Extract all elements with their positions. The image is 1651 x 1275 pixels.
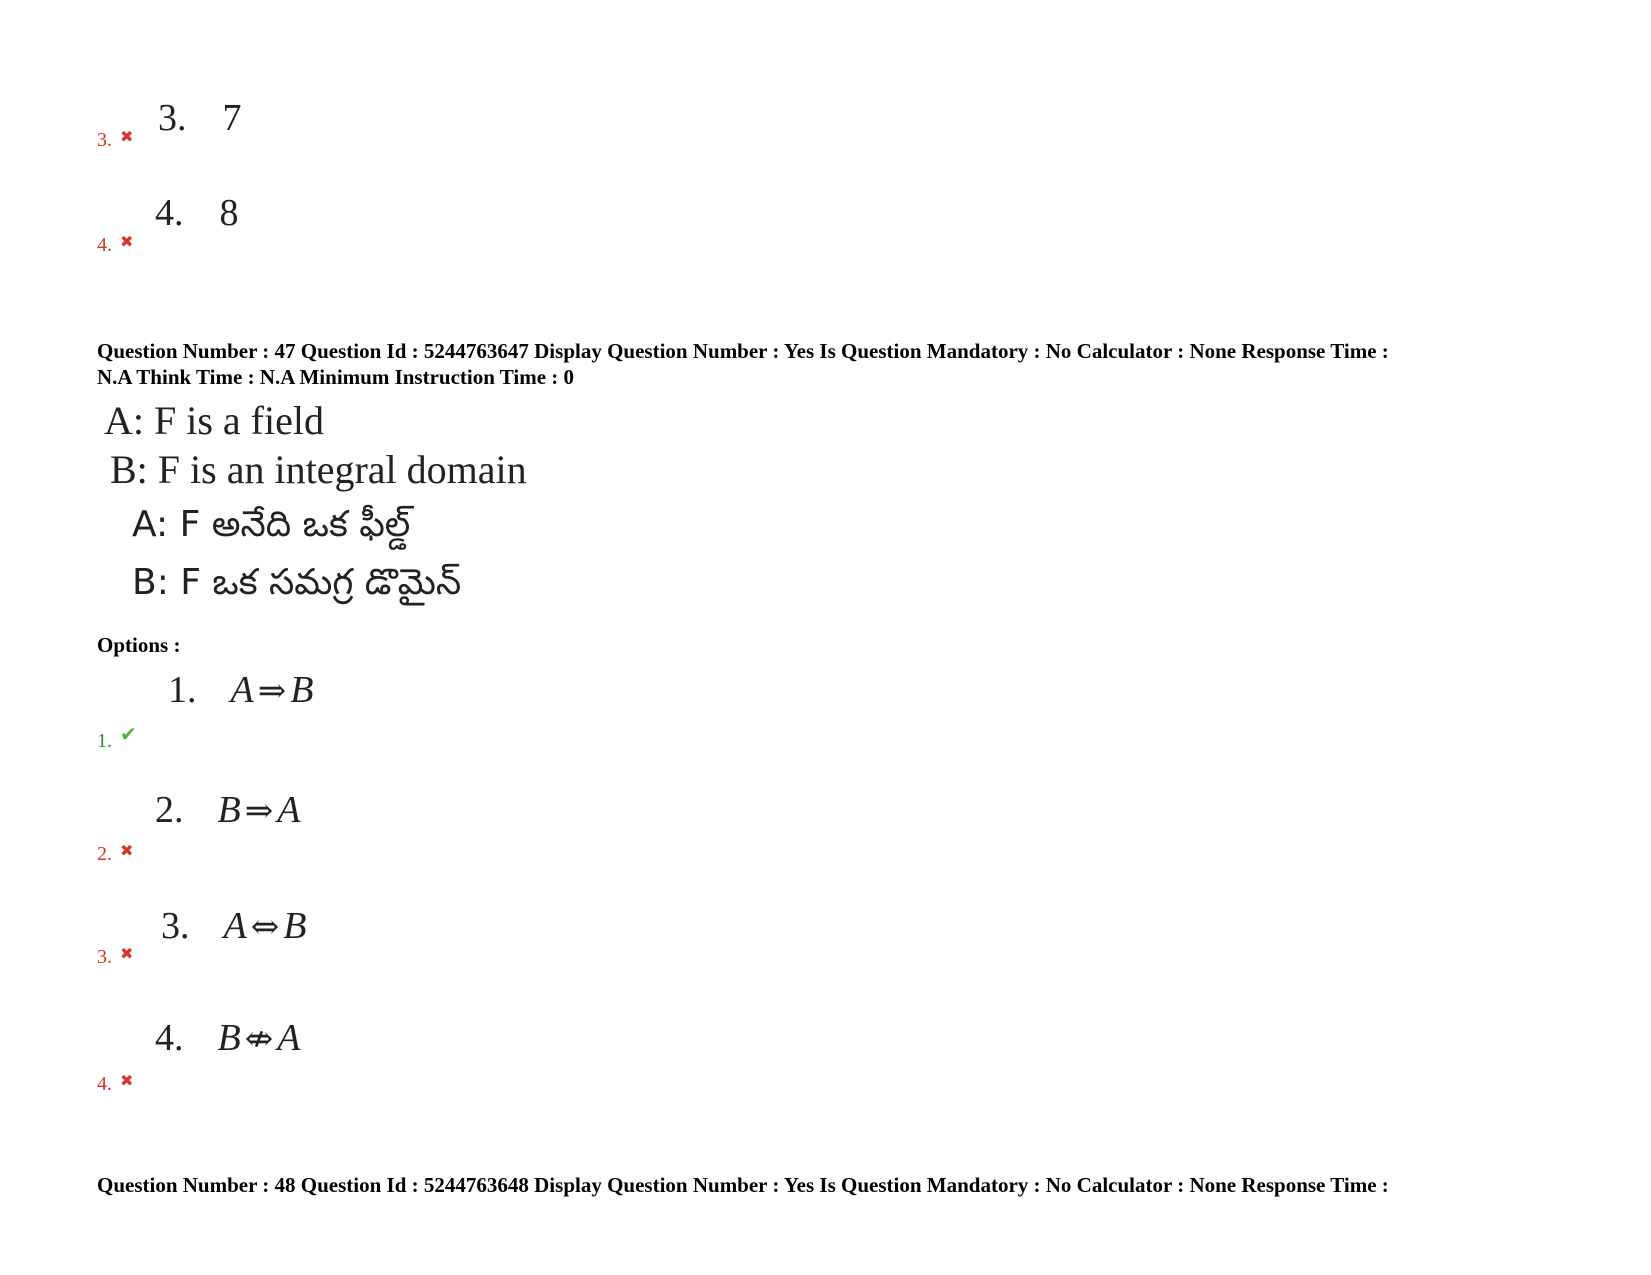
option-3-marker	[97, 944, 133, 967]
option-marker-number: 2.	[97, 843, 112, 865]
cross-icon: ✖	[120, 944, 134, 963]
implies-icon: ⇒	[244, 791, 274, 831]
prev-option-3-image	[158, 98, 242, 138]
option-marker-number: 4.	[97, 1073, 112, 1095]
option-expression	[224, 906, 307, 947]
option-3-image	[161, 906, 306, 947]
option-number: 3.	[158, 97, 187, 139]
question-header-line-1: Question Number : 47 Question Id : 5244763647 Display Question Number : Yes Is Question Mandatory : No Calculator : None Response Time :	[97, 339, 1389, 363]
expr-left: B	[217, 1017, 241, 1059]
check-icon: ✔	[120, 722, 137, 746]
prev-option-3-marker	[97, 127, 133, 150]
statement-b-te: B: F ఒక సమగ్ర డొమైన్	[132, 562, 462, 603]
expr-left: B	[217, 789, 241, 831]
iff-icon: ⇔	[250, 907, 280, 947]
option-1-marker	[97, 724, 137, 751]
options-label: Options :	[97, 633, 181, 657]
cross-icon: ✖	[120, 1071, 134, 1090]
expr-right: A	[277, 1017, 301, 1059]
question-47-header	[97, 338, 1577, 390]
cross-icon: ✖	[120, 232, 134, 251]
option-2-marker	[97, 841, 133, 864]
option-marker-number: 4.	[97, 234, 112, 256]
not-iff-icon: ⇎	[244, 1019, 274, 1059]
expr-right: A	[277, 789, 301, 831]
statement-a-te: A: F అనేది ఒక ఫీల్డ్	[132, 504, 411, 545]
option-number: 2.	[155, 789, 184, 831]
prev-option-4-image	[155, 193, 239, 233]
expr-left: A	[223, 905, 247, 947]
option-2-image	[155, 790, 300, 831]
option-expression	[218, 1018, 301, 1059]
option-1-image	[168, 670, 313, 711]
question-header-line-1: Question Number : 48 Question Id : 5244763648 Display Question Number : Yes Is Question Mandatory : No Calculator : None Response Time :	[97, 1173, 1389, 1197]
cross-icon: ✖	[120, 841, 134, 860]
cross-icon: ✖	[120, 127, 134, 146]
option-number: 3.	[161, 905, 190, 947]
option-4-marker	[97, 1071, 133, 1094]
option-value: 7	[222, 97, 242, 139]
prev-option-4-marker	[97, 232, 133, 255]
statement-b-en: B: F is an integral domain	[110, 447, 527, 492]
expr-right: B	[283, 905, 307, 947]
question-header-line-2: N.A Think Time : N.A Minimum Instruction Time : 0	[97, 365, 575, 389]
option-marker-number: 1.	[97, 730, 112, 752]
expr-right: B	[290, 669, 314, 711]
option-expression	[231, 670, 314, 711]
option-marker-number: 3.	[97, 946, 112, 968]
question-48-header	[97, 1172, 1577, 1198]
option-expression	[218, 790, 301, 831]
option-4-image	[155, 1018, 300, 1059]
option-number: 4.	[155, 1017, 184, 1059]
option-number: 1.	[168, 669, 197, 711]
statement-a-en: A: F is a field	[104, 398, 324, 443]
option-marker-number: 3.	[97, 129, 112, 151]
expr-left: A	[230, 669, 254, 711]
option-value: 8	[219, 192, 239, 234]
implies-icon: ⇒	[257, 671, 287, 711]
option-number: 4.	[155, 192, 184, 234]
